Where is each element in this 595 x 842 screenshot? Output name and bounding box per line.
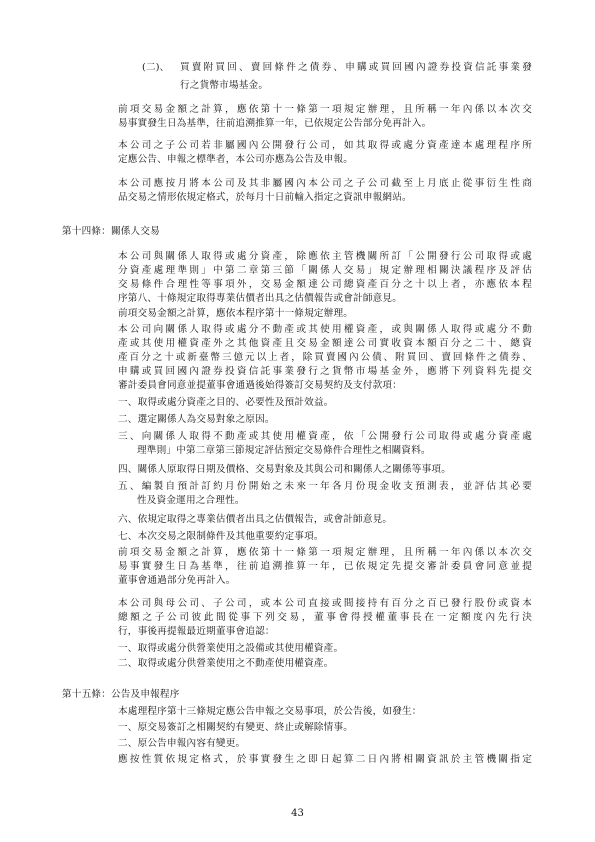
paragraph-line: 審計委員會同意並提董事會通過後始得簽訂交易契約及支付款項：	[118, 380, 403, 391]
list-item: 二、原公告申報內容有變更。	[118, 738, 246, 749]
article-heading: 第十五條：公告及申報程序	[62, 689, 180, 700]
list-item: 三、向關係人取得不動產或其使用權資產，依「公開發行公司取得或處分資產處	[118, 431, 532, 442]
paragraph-line: 董事會通過部分免再計入。	[118, 575, 236, 586]
paragraph-line: 產百分之十或新臺幣三億元以上者，除買賣國內公債、附買回、賣回條件之債券、	[118, 352, 532, 363]
list-item: 六、依規定取得之專業估價者出具之估價報告，或會計師意見。	[118, 514, 393, 525]
paragraph-line: 本公司向關係人取得或處分不動產或其使用權資產，或與關係人取得或處分不動	[118, 324, 532, 335]
paragraph-line: 應按性質依規定格式，於事實發生之即日起算二日內將相關資訊於主管機關指定	[118, 754, 532, 765]
paragraph-line: 前項交易金額之計算，應依第十一條第一項規定辦理，且所稱一年內係以本次交	[118, 104, 532, 115]
paragraph-line: 前項交易金額之計算，應依第十一條第一項規定辦理，且所稱一年內係以本次交	[118, 547, 532, 558]
list-item: 一、取得或處分供營業使用之設備或其使用權資產。	[118, 643, 344, 654]
paragraph-line: 本公司與關係人取得或處分資產，除應依主管機關所訂「公開發行公司取得或處	[118, 251, 532, 262]
list-item: 一、取得或處分資產之目的、必要性及預計效益。	[118, 397, 334, 408]
list-item: 理準則」中第二章第三節規定評估預定交易條件合理性之相關資料。	[137, 445, 431, 456]
paragraph-line: 定應公告、申報之標準者，本公司亦應為公告及申報。	[118, 154, 354, 165]
list-item: 五、編製自預計訂約月份開始之未來一年各月份現金收支預測表，並評估其必要	[118, 481, 532, 492]
item-text: 行之貨幣市場基金。	[180, 80, 269, 91]
item-text: 買賣附買回、賣回條件之債券、申購或買回國內證券投資信託事業發	[180, 62, 532, 73]
list-item: 性及資金運用之合理性。	[137, 495, 245, 506]
paragraph-line: 行，事後再提報最近期董事會追認：	[118, 626, 275, 637]
list-item: 二、取得或處分供營業使用之不動產使用權資產。	[118, 658, 334, 669]
paragraph-line: 交易條件合理性等事項外，交易金額達公司總資產百分之十以上者，亦應依本程	[118, 279, 532, 290]
paragraph-line: 產或其使用權資產外之其他資產且交易金額達公司實收資本額百分之二十、總資	[118, 338, 532, 349]
article-heading: 第十四條：關係人交易	[62, 226, 160, 237]
paragraph-line: 序第八、十條規定取得專業估價者出具之估價報告或會計師意見。	[118, 293, 403, 304]
paragraph-line: 前項交易金額之計算，應依本程序第十一條規定辦理。	[118, 308, 354, 319]
paragraph-line: 品交易之情形依規定格式，於每月十日前輸入指定之資訊申報網站。	[118, 192, 412, 203]
paragraph-line: 總額之子公司彼此間從事下列交易，董事會得授權董事長在一定額度內先行決	[118, 612, 532, 623]
list-item: 四、關係人原取得日期及價格、交易對象及其與公司和關係人之關係等事項。	[118, 464, 451, 475]
paragraph-line: 分資產處理準則」中第二章第三節「關係人交易」規定辦理相關決議程序及評估	[118, 265, 532, 276]
paragraph-line: 易事實發生日為基準，往前追溯推算一年，已依規定先提交審計委員會同意並提	[118, 561, 532, 572]
list-item: 一、原交易簽訂之相關契約有變更、終止或解除情事。	[118, 722, 354, 733]
paragraph-line: 申購或買回國內證券投資信託事業發行之貨幣市場基金外，應將下列資料先提交	[118, 366, 532, 377]
paragraph-line: 本公司應按月將本公司及其非屬國內本公司之子公司截至上月底止從事衍生性商	[118, 178, 532, 189]
paragraph-line: 本公司與母公司、子公司，或本公司直接或間接持有百分之百已發行股份或資本	[118, 598, 532, 609]
list-item: 七、本次交易之限制條件及其他重要約定事項。	[118, 531, 324, 542]
item-label: (二)、	[142, 62, 170, 73]
page-number: 43	[291, 808, 304, 819]
paragraph-line: 易事實發生日為基準，往前追溯推算一年，已依規定公告部分免再計入。	[118, 118, 432, 129]
list-item: 二、選定關係人為交易對象之原因。	[118, 414, 275, 425]
paragraph-line: 本公司之子公司若非屬國內公開發行公司，如其取得或處分資產達本處理程序所	[118, 140, 532, 151]
paragraph-line: 本處理程序第十三條規定應公告申報之交易事項，於公告後，如發生：	[118, 706, 422, 717]
